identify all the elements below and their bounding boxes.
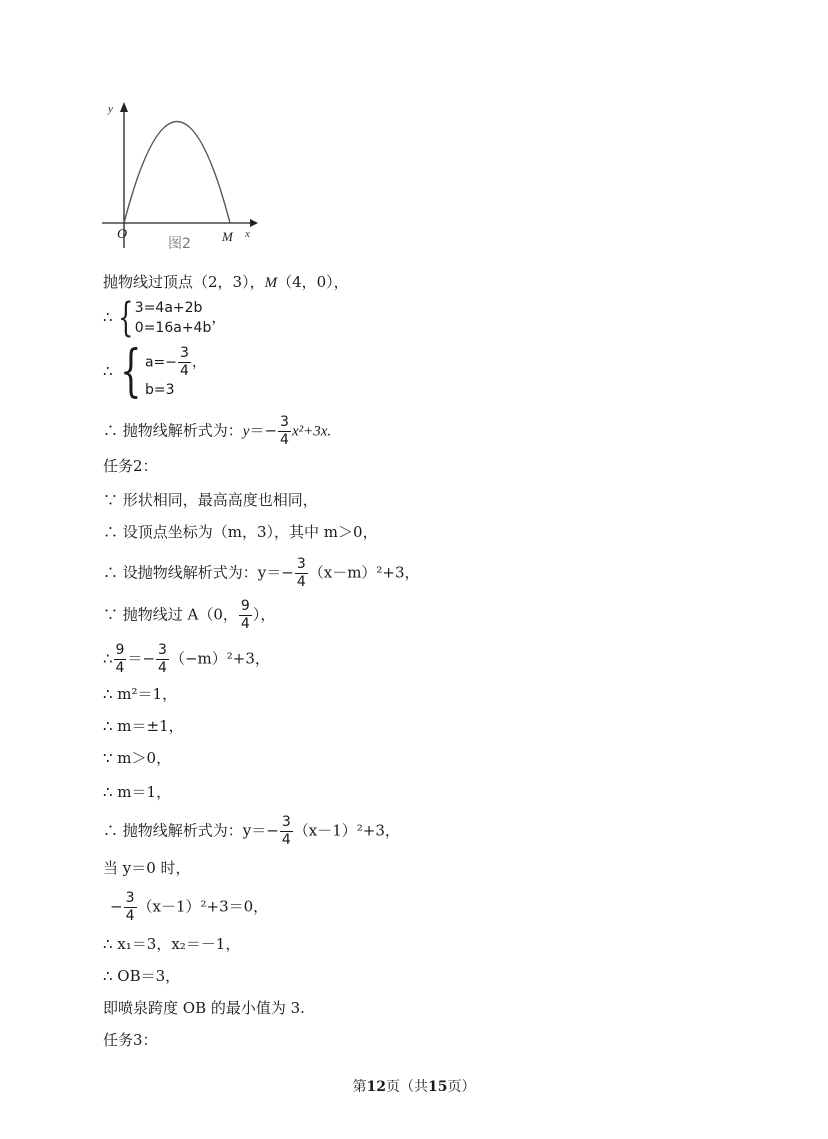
fraction: $\frac{3}{4}$ <box>281 814 291 848</box>
line-8: ∴ 设抛物线解析式为：y＝− $\frac{3}{4}$ （x－m）²+3， <box>103 556 420 590</box>
line-15: ∴ 抛物线解析式为：y＝− $\frac{3}{4}$ （x－1）²+3， <box>103 814 400 848</box>
fraction: $\frac{3}{4}$ <box>280 414 289 448</box>
line-19: ∴ OB＝3， <box>103 967 181 985</box>
line-13: ∵ m＞0， <box>103 749 172 767</box>
line-20: 即喷泉跨度 OB 的最小值为 3. <box>103 999 305 1017</box>
parabola-curve <box>124 122 230 224</box>
figure-caption: 图2 <box>168 236 191 252</box>
line-7: ∴ 设顶点坐标为（m，3），其中 m＞0， <box>103 523 378 541</box>
line-17: − $\frac{3}{4}$ （x－1）²+3＝0， <box>110 890 269 924</box>
fraction: $\frac{9}{4}$ <box>240 598 250 632</box>
page-number: 12 <box>366 1079 386 1095</box>
line-10: ∴ $\frac{9}{4}$ ＝− $\frac{3}{4}$ （−m）²+3， <box>103 642 270 676</box>
line-11: ∴ m²＝1， <box>103 685 178 703</box>
fraction: $\frac{3}{4}$ <box>296 556 306 590</box>
equation-system: { 3=4a+2b 0=16a+4b <box>118 295 212 341</box>
y-axis-arrow <box>120 102 128 112</box>
fraction: $\frac{9}{4}$ <box>115 642 125 676</box>
origin-label: O <box>117 227 128 242</box>
x-axis-arrow <box>250 219 258 227</box>
y-axis-label: y <box>108 103 113 115</box>
page-total: 15 <box>428 1079 448 1095</box>
line-16: 当 y＝0 时， <box>103 859 191 877</box>
line-system-2: ∴ { a=− $\frac{3}{4}$ ， b=3 <box>103 339 206 404</box>
fraction: $\frac{3}{4}$ <box>125 890 135 924</box>
line-12: ∴ m＝±1， <box>103 717 184 735</box>
line-18: ∴ x₁＝3，x₂＝－1， <box>103 935 241 953</box>
solution-system: { a=− $\frac{3}{4}$ ， b=3 <box>120 339 206 404</box>
line-expression-1: ∴ 抛物线解析式为：y＝− $\frac{3}{4}$ x²+3x. <box>103 414 332 448</box>
fraction: $\frac{3}{4}$ <box>180 344 189 379</box>
page-footer: 第12页（共15页） <box>352 1079 476 1095</box>
x-axis-label: x <box>245 228 250 240</box>
line-system-1: ∴ { 3=4a+2b 0=16a+4b ， <box>103 295 227 341</box>
line-9: ∵ 抛物线过 A（0， $\frac{9}{4}$ ）， <box>103 598 276 632</box>
fraction: $\frac{3}{4}$ <box>158 642 167 676</box>
heading-task-3: 任务3： <box>103 1031 158 1049</box>
parabola-figure <box>100 96 260 256</box>
line-6: ∵ 形状相同，最高高度也相同， <box>103 491 318 509</box>
line-vertex: 抛物线过顶点（2，3），M（4，0）， <box>103 273 349 291</box>
line-14: ∴ m＝1， <box>103 783 172 801</box>
heading-task-2: 任务2： <box>103 457 158 475</box>
point-m-label: M <box>222 229 233 244</box>
